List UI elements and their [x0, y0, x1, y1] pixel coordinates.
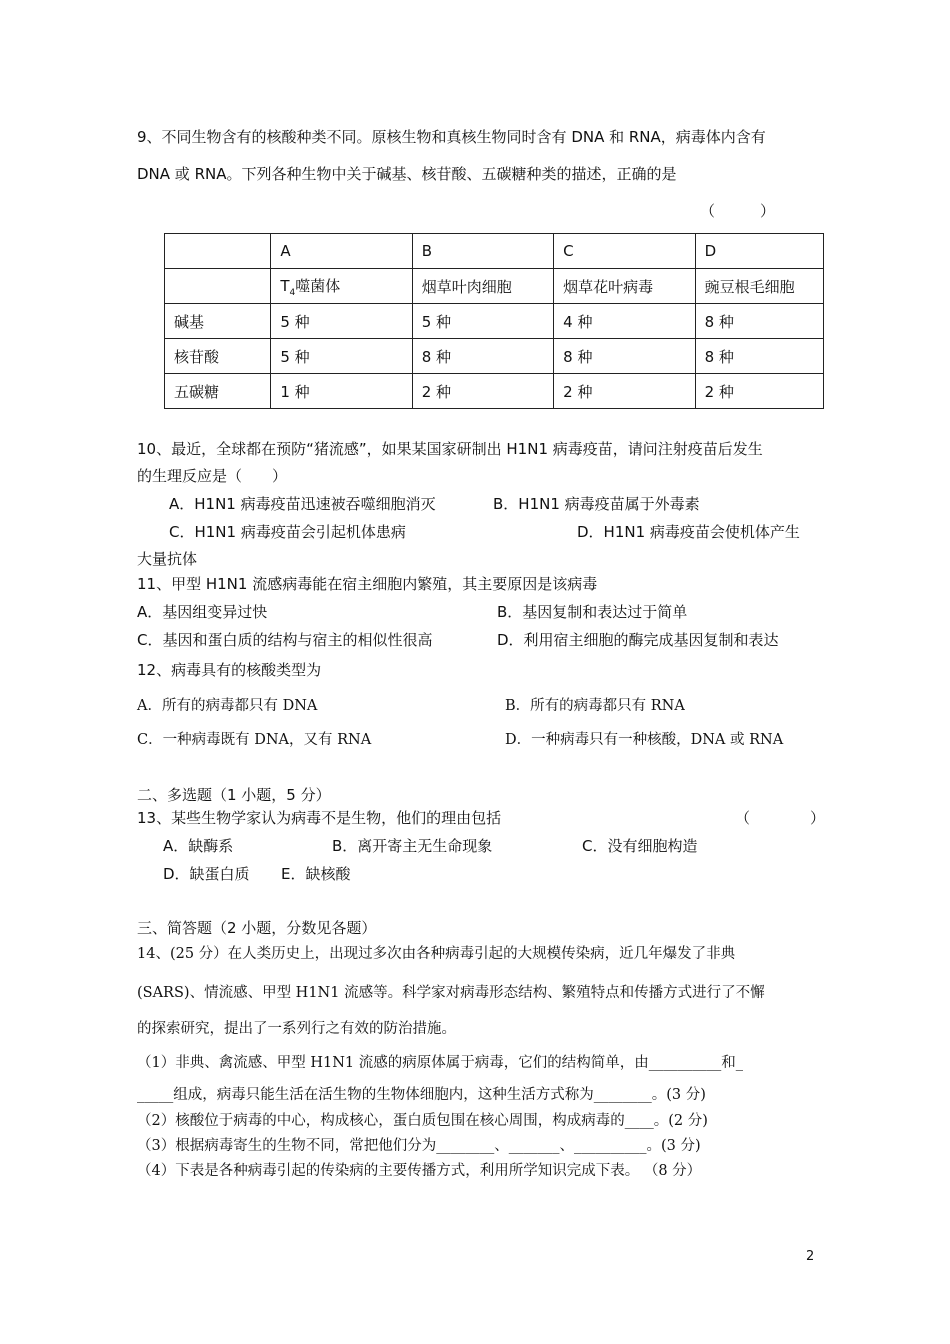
q14-stem-line1: 14、(25 分）在人类历史上，出现过多次由各种病毒引起的大规模传染病，近几年爆发了非典: [137, 946, 736, 962]
t-label: T: [280, 276, 290, 295]
phage-label: 噬菌体: [295, 276, 341, 295]
q14-part1-line2: _____组成，病毒只能生活在活生物的生物体细胞内，这种生活方式称为________。(3 分): [137, 1087, 706, 1103]
table-cell: 5 种: [271, 339, 412, 374]
q14-stem-line3: 的探索研究，提出了一系列行之有效的防治措施。: [137, 1021, 456, 1037]
table-cell: 五碳糖: [165, 374, 271, 409]
q13-answer-bracket: （ ）: [735, 809, 826, 827]
q12-option-c: C．一种病毒既有 DNA，又有 RNA: [137, 732, 372, 748]
q10-option-c: C．H1N1 病毒疫苗会引起机体患病: [169, 523, 406, 541]
table-cell: A: [271, 234, 412, 269]
q9-answer-bracket: （ ）: [700, 202, 776, 220]
table-cell: [271, 269, 412, 304]
q13-option-b: B．离开寄主无生命现象: [332, 837, 493, 855]
table-cell: 2 种: [554, 374, 695, 409]
table-cell: C: [554, 234, 695, 269]
table-cell: [165, 269, 271, 304]
table-cell: 烟草叶肉细胞: [412, 269, 553, 304]
table-cell: 碱基: [165, 304, 271, 339]
q14-part2: （2）核酸位于病毒的中心，构成核心，蛋白质包围在核心周围，构成病毒的____。(2 分): [137, 1113, 708, 1129]
table-cell: [165, 234, 271, 269]
table-cell: 8 种: [695, 304, 823, 339]
t-subscript: 4: [289, 287, 296, 298]
q14-part4: （4）下表是各种病毒引起的传染病的主要传播方式，利用所学知识完成下表。 （8 分）: [137, 1163, 702, 1179]
table-row: [165, 374, 824, 409]
table-cell: 烟草花叶病毒: [554, 269, 695, 304]
table-cell: 5 种: [271, 304, 412, 339]
table-cell: 8 种: [412, 339, 553, 374]
table-cell: 2 种: [695, 374, 823, 409]
table-row: [165, 304, 824, 339]
q12-option-b: B．所有的病毒都只有 RNA: [505, 698, 685, 714]
q14-part1-line1: （1）非典、禽流感、甲型 H1N1 流感的病原体属于病毒，它们的结构简单，由__________和_: [137, 1055, 743, 1071]
q14-part3: （3）根据病毒寄生的生物不同，常把他们分为________、_______、__________。(3 分): [137, 1138, 701, 1154]
page-number: 2: [806, 1249, 815, 1264]
q10-option-d-continued: 大量抗体: [137, 550, 198, 568]
section-3-title: 三、简答题（2 小题，分数见各题）: [137, 919, 377, 937]
q11-option-b: B．基因复制和表达过于简单: [497, 603, 688, 621]
q13-option-a: A．缺酶系: [163, 837, 234, 855]
table-cell: 豌豆根毛细胞: [695, 269, 823, 304]
q13-option-e: E．缺核酸: [281, 865, 351, 883]
q13-option-c: C．没有细胞构造: [582, 837, 698, 855]
table-cell: 4 种: [554, 304, 695, 339]
q10-option-d: D．H1N1 病毒疫苗会使机体产生: [577, 523, 800, 541]
q12-option-a: A．所有的病毒都只有 DNA: [137, 698, 318, 714]
q11-option-d: D．利用宿主细胞的酶完成基因复制和表达: [497, 631, 779, 649]
q11-option-a: A．基因组变异过快: [137, 603, 268, 621]
section-2-title: 二、多选题（1 小题，5 分）: [137, 786, 331, 804]
q10-option-a: A．H1N1 病毒疫苗迅速被吞噬细胞消灭: [169, 495, 436, 513]
table-cell: 1 种: [271, 374, 412, 409]
q11-option-c: C．基因和蛋白质的结构与宿主的相似性很高: [137, 631, 433, 649]
q11-stem: 11、甲型 H1N1 流感病毒能在宿主细胞内繁殖，其主要原因是该病毒: [137, 575, 598, 593]
q10-stem-line2: 的生理反应是（ ）: [137, 467, 288, 485]
q10-option-b: B．H1N1 病毒疫苗属于外毒素: [493, 495, 700, 513]
table-header-row: [165, 234, 824, 269]
table-cell: 2 种: [412, 374, 553, 409]
q13-option-d: D．缺蛋白质: [163, 865, 250, 883]
table-cell: 8 种: [695, 339, 823, 374]
table-row: [165, 269, 824, 304]
q12-stem: 12、病毒具有的核酸类型为: [137, 661, 322, 679]
q9-table: [164, 233, 824, 409]
table-cell: 5 种: [412, 304, 553, 339]
q13-stem: 13、某些生物学家认为病毒不是生物，他们的理由包括: [137, 809, 502, 827]
q14-stem-line2: (SARS)、情流感、甲型 H1N1 流感等。科学家对病毒形态结构、繁殖特点和传播方式进行了不懈: [137, 985, 765, 1001]
q10-stem-line1: 10、最近，全球都在预防“猪流感”，如果某国家研制出 H1N1 病毒疫苗，请问注射疫苗后发生: [137, 440, 763, 458]
table-cell: D: [695, 234, 823, 269]
q12-option-d: D．一种病毒只有一种核酸，DNA 或 RNA: [505, 732, 784, 748]
table-cell: 核苷酸: [165, 339, 271, 374]
q9-stem-line1: 9、不同生物含有的核酸种类不同。原核生物和真核生物同时含有 DNA 和 RNA，病毒体内含有: [137, 128, 766, 146]
table-cell: 8 种: [554, 339, 695, 374]
q9-stem-line2: DNA 或 RNA。下列各种生物中关于碱基、核苷酸、五碳糖种类的描述，正确的是: [137, 165, 677, 183]
table-cell: B: [412, 234, 553, 269]
table-row: [165, 339, 824, 374]
